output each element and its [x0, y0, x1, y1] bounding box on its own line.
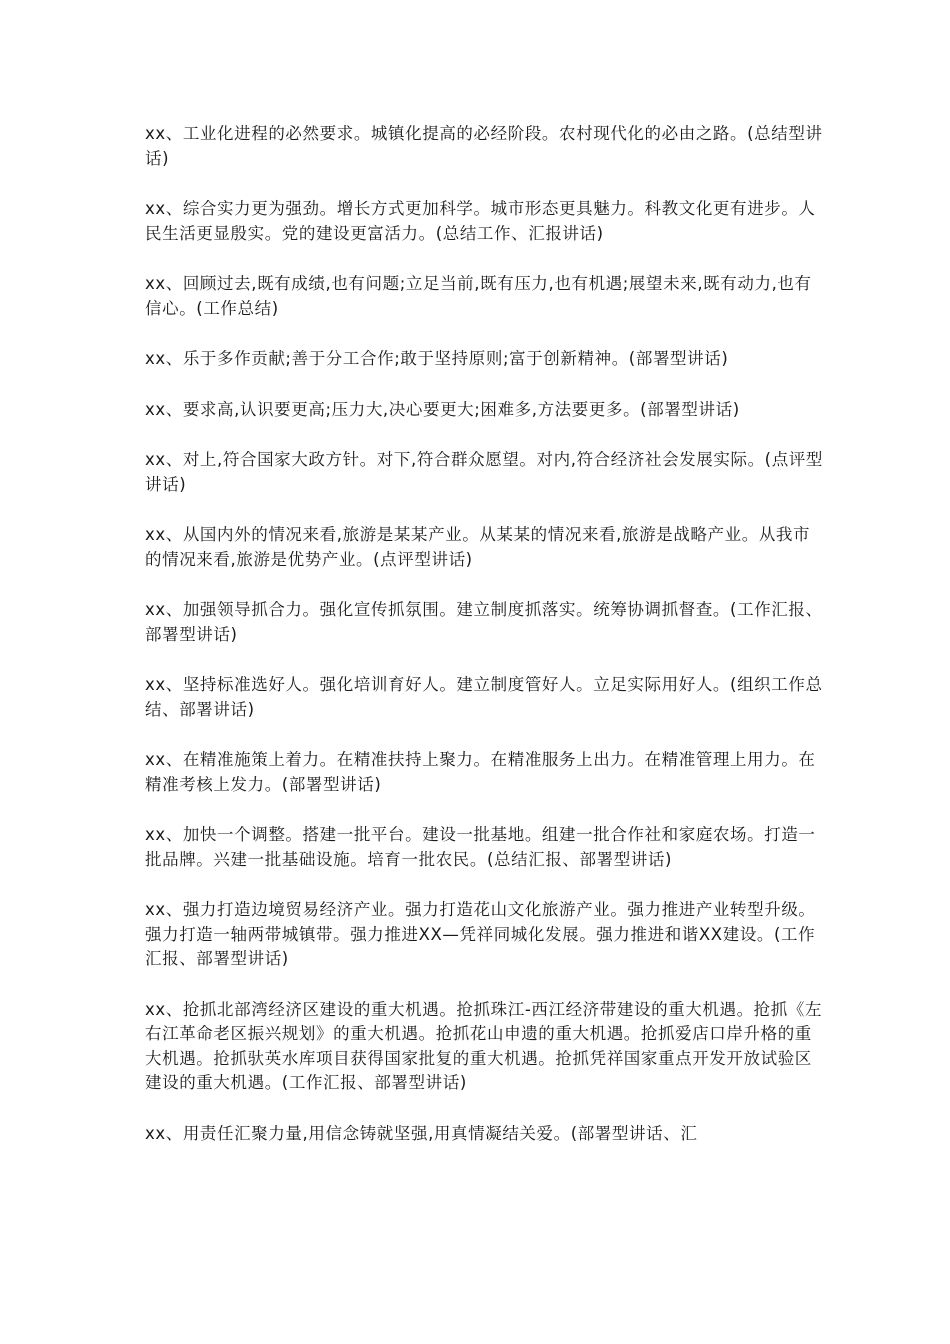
document-body: [145, 122, 825, 1172]
paragraph-8: xx、加强领导抓合力。强化宣传抓氛围。建立制度抓落实。统筹协调抓督查。(工作汇报、部署型讲话): [145, 600, 823, 644]
paragraph-9: xx、坚持标准选好人。强化培训育好人。建立制度管好人。立足实际用好人。(组织工作总结、部署讲话): [145, 675, 823, 719]
paragraph-12: xx、强力打造边境贸易经济产业。强力打造花山文化旅游产业。强力推进产业转型升级。强力打造一轴两带城镇带。强力推进XX—凭祥同城化发展。强力推进和谐XX建设。(工作汇报、部署型讲话): [145, 900, 816, 968]
paragraph-13: xx、抢抓北部湾经济区建设的重大机遇。抢抓珠江-西江经济带建设的重大机遇。抢抓《左右江革命老区振兴规划》的重大机遇。抢抓花山申遗的重大机遇。抢抓爱店口岸升格的重大机遇。抢抓驮英水库项目获得国家批复的重大机遇。抢抓凭祥国家重点开发开放试验区建设的重大机遇。(工作汇报、部署型讲话): [145, 999, 823, 1092]
paragraph-5: xx、要求高,认识要更高;压力大,决心要更大;困难多,方法要更多。(部署型讲话): [145, 399, 740, 419]
paragraph-7: xx、从国内外的情况来看,旅游是某某产业。从某某的情况来看,旅游是战略产业。从我市的情况来看,旅游是优势产业。(点评型讲话): [145, 525, 811, 569]
paragraph-6: xx、对上,符合国家大政方针。对下,符合群众愿望。对内,符合经济社会发展实际。(点评型讲话): [145, 450, 824, 494]
paragraph-2: xx、综合实力更为强劲。增长方式更加科学。城市形态更具魅力。科教文化更有进步。人民生活更显殷实。党的建设更富活力。(总结工作、汇报讲话): [145, 199, 816, 243]
paragraph-14: xx、用责任汇聚力量,用信念铸就坚强,用真情凝结关爱。(部署型讲话、汇: [145, 1123, 698, 1143]
paragraph-4: xx、乐于多作贡献;善于分工合作;敢于坚持原则;富于创新精神。(部署型讲话): [145, 349, 729, 368]
paragraph-3: xx、回顾过去,既有成绩,也有问题;立足当前,既有压力,也有机遇;展望未来,既有动力,也有信心。(工作总结): [145, 274, 812, 318]
paragraph-11: xx、加快一个调整。搭建一批平台。建设一批基地。组建一批合作社和家庭农场。打造一批品牌。兴建一批基础设施。培育一批农民。(总结汇报、部署型讲话): [145, 825, 816, 869]
paragraph-10: xx、在精准施策上着力。在精准扶持上聚力。在精准服务上出力。在精准管理上用力。在精准考核上发力。(部署型讲话): [145, 750, 816, 794]
paragraph-1: xx、工业化进程的必然要求。城镇化提高的必经阶段。农村现代化的必由之路。(总结型讲话): [145, 124, 823, 168]
